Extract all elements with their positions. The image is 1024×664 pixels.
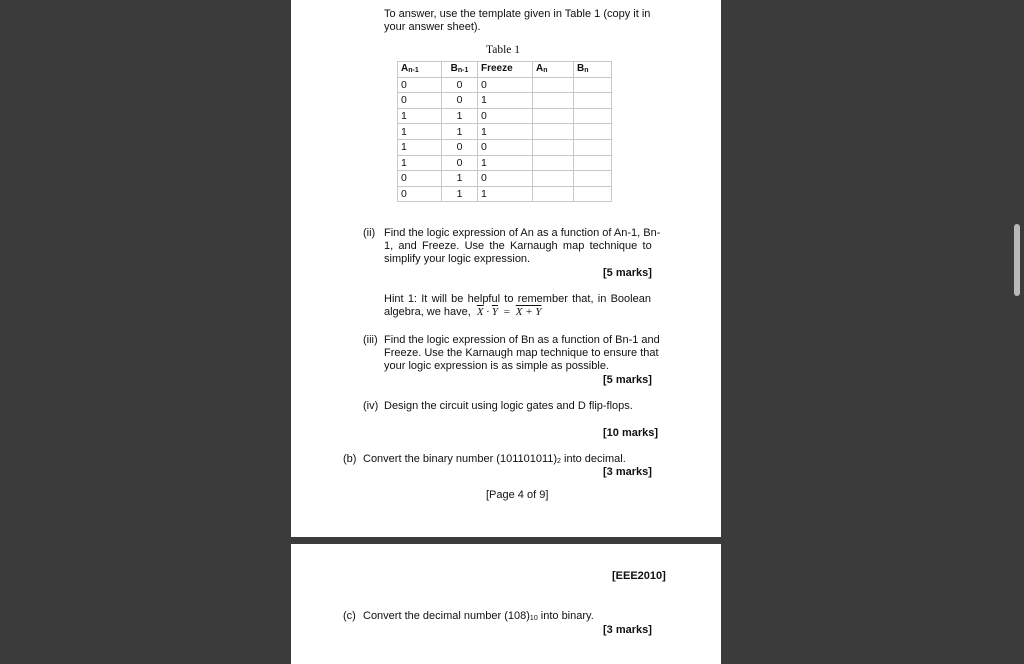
question-ii-line-3: simplify your logic expression. bbox=[384, 253, 531, 265]
intro-line-2: your answer sheet). bbox=[384, 21, 481, 33]
scrollbar-thumb[interactable] bbox=[1014, 224, 1020, 296]
truth-table bbox=[397, 61, 612, 202]
question-ii-line-1: Find the logic expression of An as a function of An-1, Bn- bbox=[384, 227, 661, 239]
question-iii-line-2: Freeze. Use the Karnaugh map technique to ensure that bbox=[384, 347, 659, 359]
header-a-prev: $A_{n-1}$ bbox=[398, 62, 442, 78]
question-b-marks: [3 marks] bbox=[603, 466, 652, 478]
table-row: 0 0 1 bbox=[398, 93, 612, 109]
table-header-row bbox=[398, 62, 612, 78]
header-b-n: $B_n$ bbox=[574, 62, 612, 78]
question-c-marks: [3 marks] bbox=[603, 624, 652, 636]
table-row: 0 0 0 bbox=[398, 77, 612, 93]
page-footer: [Page 4 of 9] bbox=[486, 489, 549, 501]
table-row: 1 1 1 bbox=[398, 124, 612, 140]
question-iii-marks: [5 marks] bbox=[603, 374, 652, 386]
vertical-scrollbar[interactable] bbox=[1012, 0, 1022, 640]
question-iv-text: Design the circuit using logic gates and D flip-flops. bbox=[384, 400, 633, 412]
hint-line-2: algebra, we have, $\overline{X} \cdot \overline{Y} = X + Y$ bbox=[384, 306, 542, 318]
question-ii-line-2: 1, and Freeze. Use the Karnaugh map technique to bbox=[384, 240, 652, 252]
pdf-page-5 bbox=[291, 544, 721, 664]
question-iii-label: (iii) bbox=[363, 334, 378, 346]
table-row: 0 1 0 bbox=[398, 171, 612, 187]
question-ii-marks: [5 marks] bbox=[603, 267, 652, 279]
question-iv-label: (iv) bbox=[363, 400, 379, 412]
question-c-text: Convert the decimal number $(108)_{10}$ into binary. bbox=[363, 610, 594, 622]
hint-line-1: Hint 1: It will be helpful to remember that, in Boolean bbox=[384, 293, 651, 305]
header-freeze: Freeze bbox=[478, 62, 533, 78]
header-b-prev: $B_{n-1}$ bbox=[442, 62, 478, 78]
hint-formula: $\overline{X} \cdot \overline{Y} = X + Y$ bbox=[476, 306, 542, 318]
intro-line-1: To answer, use the template given in Table 1 (copy it in bbox=[384, 8, 651, 20]
question-iv-marks: [10 marks] bbox=[603, 427, 659, 439]
question-iii-line-3: your logic expression is as simple as possible. bbox=[384, 360, 609, 372]
course-code: [EEE2010] bbox=[612, 570, 666, 582]
table-row: 0 1 1 bbox=[398, 186, 612, 202]
question-ii-label: (ii) bbox=[363, 227, 376, 239]
table-row: 1 1 0 bbox=[398, 108, 612, 124]
table-caption: Table 1 bbox=[486, 44, 521, 56]
question-iii-line-1: Find the logic expression of Bn as a function of Bn-1 and bbox=[384, 334, 660, 346]
question-b-text: Convert the binary number $(101101011)_2$ into decimal. bbox=[363, 453, 626, 465]
pdf-page-4 bbox=[291, 0, 721, 537]
table-row: 1 0 0 bbox=[398, 139, 612, 155]
table-row: 1 0 1 bbox=[398, 155, 612, 171]
question-b-label: (b) bbox=[343, 453, 357, 465]
header-a-n: $A_n$ bbox=[533, 62, 574, 78]
question-c-label: (c) bbox=[343, 610, 356, 622]
